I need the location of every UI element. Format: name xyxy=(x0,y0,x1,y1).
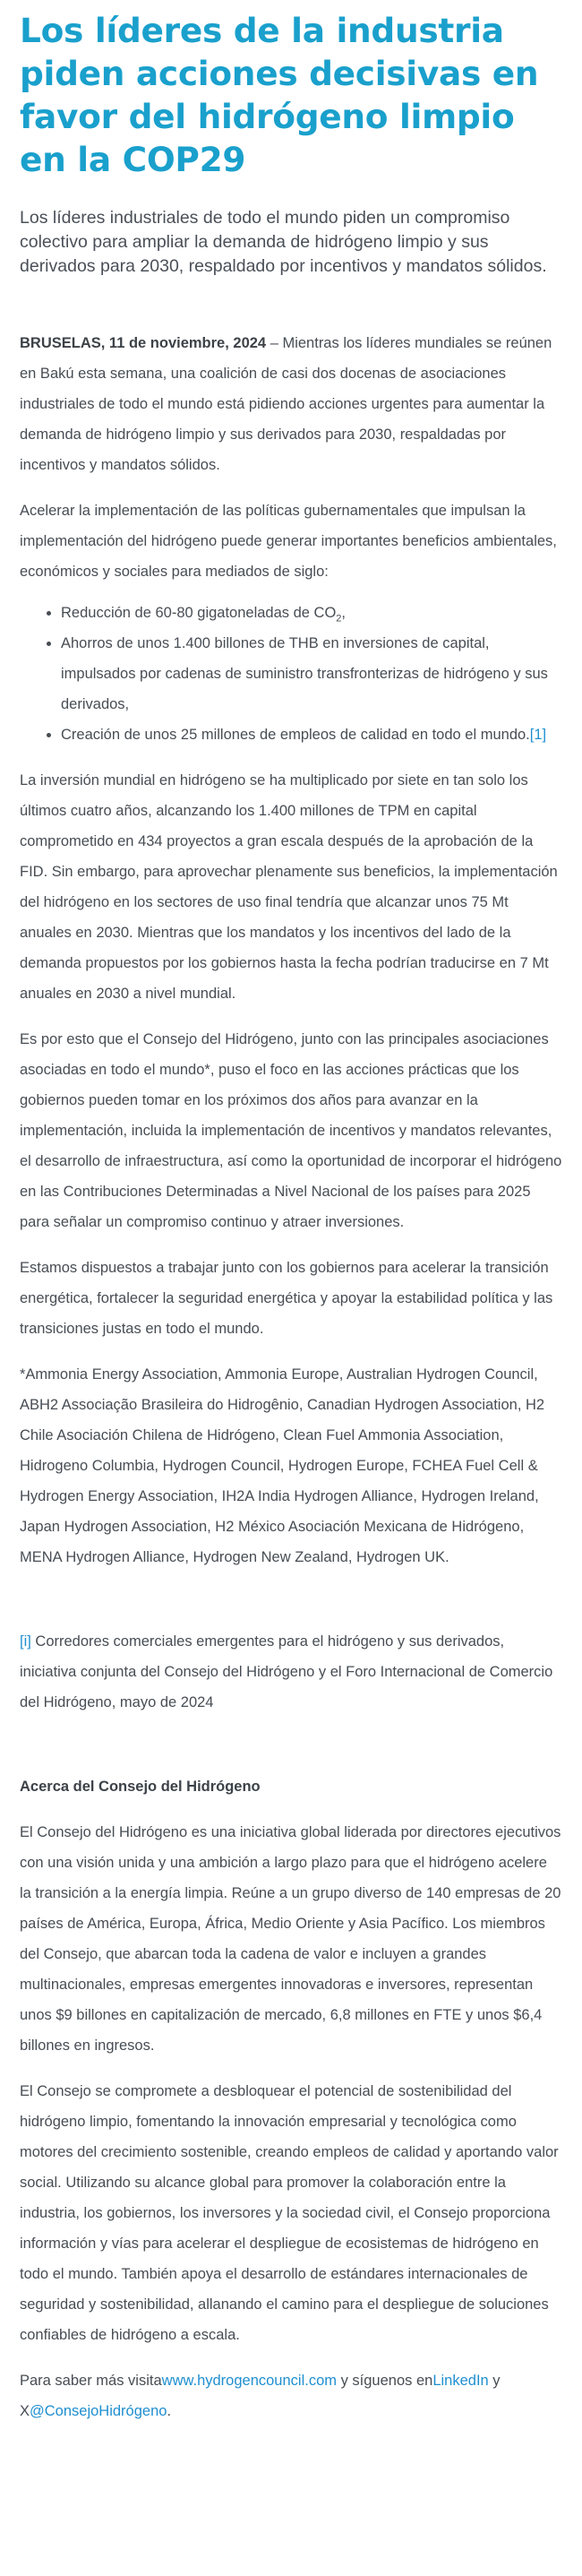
about-heading: Acerca del Consejo del Hidrógeno xyxy=(20,1779,261,1795)
lead-paragraph xyxy=(20,328,562,480)
dateline: BRUSELAS, 11 de noviembre, 2024 xyxy=(20,335,267,351)
benefits-list xyxy=(20,598,562,750)
closing-paragraph: Para saber más visitawww.hydrogencouncil.com y síguenos enLinkedIn y X@ConsejoHidrógeno. xyxy=(20,2373,501,2419)
linkedin-link[interactable]: LinkedIn xyxy=(432,2373,489,2389)
footnote-ref-link[interactable]: [i] xyxy=(20,1633,31,1650)
co2-subscript: 2 xyxy=(336,613,342,625)
paragraph-commitment: Estamos dispuestos a trabajar junto con los gobiernos para acelerar la transición energética, fortalecer la seguridad energética y apoyar la estabilidad política y las transiciones justas en todo el mundo. xyxy=(20,1260,553,1337)
footnote xyxy=(20,1626,562,1718)
paragraph-benefits: Acelerar la implementación de las políticas gubernamentales que impulsan la implementación del hidrógeno puede generar importantes beneficios ambientales, económicos y sociales para mediados de siglo: xyxy=(20,503,557,580)
paragraph-council: Es por esto que el Consejo del Hidrógeno, junto con las principales asociaciones asociadas en todo el mundo*, puso el foco en las acciones prácticas que los gobiernos pueden tomar en los próximos dos años para avanzar en la implementación, incluida la implementación de incentivos y mandatos relevantes, el desarrollo de infraestructura, así como la oportunidad de incorporar el hidrógeno en las Contribuciones Determinadas a Nivel Nacional de los países para 2025 para señalar un compromiso continuo y atraer inversiones. xyxy=(20,1031,562,1230)
article-body xyxy=(20,328,562,2426)
list-item: • Ahorros de unos 1.400 billones de THB en inversiones de capital, impulsados por cadenas de suministro transfronterizas de hidrógeno y sus derivados, xyxy=(61,628,562,719)
reference-link[interactable]: [1] xyxy=(529,727,547,743)
lead-text: – Mientras los líderes mundiales se reúnen en Bakú esta semana, una coalición de casi dos docenas de asociaciones industriales de todo el mundo está pidiendo acciones urgentes para aumentar la demanda de hidrógeno limpio y sus derivados para 2030, respaldadas por incentivos y mandatos sólidos. xyxy=(20,335,552,473)
article-title: Los líderes de la industria piden acciones decisivas en favor del hidrógeno limpio en la COP29 xyxy=(20,11,539,179)
list-item: • Reducción de 60-80 gigatoneladas de $CO_2$, xyxy=(61,598,562,628)
website-link[interactable]: www.hydrogencouncil.com xyxy=(161,2373,337,2389)
about-paragraph-2: El Consejo se compromete a desbloquear el potencial de sostenibilidad del hidrógeno limpio, fomentando la innovación empresarial y tecnológica como motores del crecimiento sostenible, creando empleos de calidad y aportando valor social. Utilizando su alcance global para promover la colaboración entre la industria, los gobiernos, los inversores y la sociedad civil, el Consejo proporciona información y vías para acelerar el despliegue de ecosistemas de hidrógeno en todo el mundo. También apoya el desarrollo de estándares internacionales de seguridad y sostenibilidad, allanando el camino para el despliegue de soluciones confiables de hidrógeno a escala. xyxy=(20,2083,559,2343)
article-subtitle: Los líderes industriales de todo el mundo piden un compromiso colectivo para ampliar la demanda de hidrógeno limpio y sus derivados para 2030, respaldado por incentivos y mandatos sólidos. xyxy=(20,208,547,276)
paragraph-investment: La inversión mundial en hidrógeno se ha multiplicado por siete en tan solo los últimos cuatro años, alcanzando los 1.400 millones de TPM en capital comprometido en 434 proyectos a gran escala después de la aprobación de la FID. Sin embargo, para aprovechar plenamente sus beneficios, la implementación del hidrógeno en los sectores de uso final tendría que alcanzar unos 75 Mt anuales en 2030. Mientras que los mandatos y los incentivos del lado de la demanda propuestos por los gobiernos hasta la fecha podrían traducirse en 7 Mt anuales en 2030 a nivel mundial. xyxy=(20,772,558,1002)
footnote-text: Corredores comerciales emergentes para el hidrógeno y sus derivados, iniciativa conjunta del Consejo del Hidrógeno y el Foro Internacional de Comercio del Hidrógeno, mayo de 2024 xyxy=(20,1633,553,1710)
x-link[interactable]: @ConsejoHidrógeno xyxy=(30,2403,167,2419)
list-item: • Creación de unos 25 millones de empleos de calidad en todo el mundo.[1] xyxy=(61,719,562,750)
paragraph-associations: *Ammonia Energy Association, Ammonia Europe, Australian Hydrogen Council, ABH2 Associação Brasileira do Hidrogênio, Canadian Hydrogen Association, H2 Chile Asociación Chilena de Hidrógeno, Clean Fuel Ammonia Association, Hidrogeno Columbia, Hydrogen Council, Hydrogen Europe, FCHEA Fuel Cell & Hydrogen Energy Association, IH2A India Hydrogen Alliance, Hydrogen Ireland, Japan Hydrogen Association, H2 México Asociación Mexicana de Hidrógeno, MENA Hydrogen Alliance, Hydrogen New Zealand, Hydrogen UK. xyxy=(20,1366,545,1565)
about-paragraph-1: El Consejo del Hidrógeno es una iniciativa global liderada por directores ejecutivos con una visión unida y una ambición a largo plazo para que el hidrógeno acelere la transición a la energía limpia. Reúne a un grupo diverso de 140 empresas de 20 países de América, Europa, África, Medio Oriente y Asia Pacífico. Los miembros del Consejo, que abarcan toda la cadena de valor e incluyen a grandes multinacionales, empresas emergentes innovadoras e inversores, representan unos $9 billones en capitalización de mercado, 6,8 millones en FTE y unos $6,4 billones en ingresos. xyxy=(20,1824,561,2054)
